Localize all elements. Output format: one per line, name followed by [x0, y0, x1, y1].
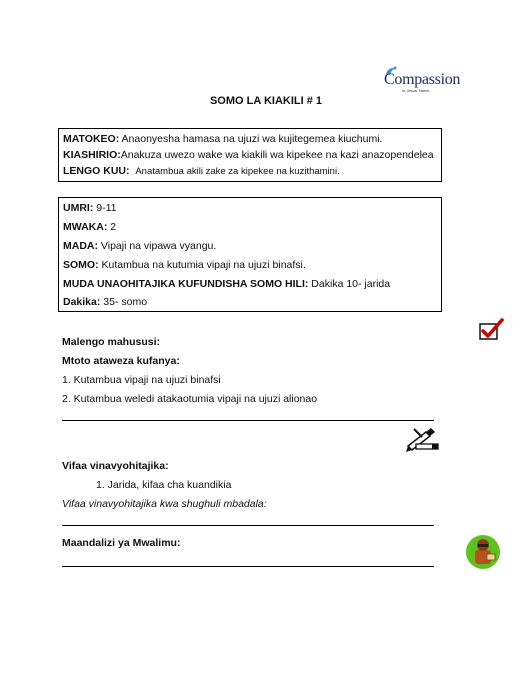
logo-wordmark: Compassion: [384, 71, 461, 88]
somo-label: SOMO:: [63, 259, 99, 271]
mwaka-label: MWAKA:: [63, 221, 108, 233]
umri-line: [63, 202, 116, 214]
page-title: SOMO LA KIAKILI # 1: [209, 95, 323, 107]
matokeo-text: Anaonyesha hamasa na ujuzi wa kujitegemea kiuchumi.: [119, 133, 383, 145]
malengo-heading: Malengo mahususi:: [62, 336, 161, 348]
mada-line: [63, 240, 216, 252]
umri-value: 9-11: [93, 202, 117, 214]
mwaka-value: 2: [107, 221, 117, 233]
writing-tools-icon: [404, 426, 440, 459]
kiashirio-text: Anakuza uwezo wake wa kiakili wa kipekee na kazi anazopendelea: [120, 149, 434, 161]
mwaka-line: [63, 221, 116, 233]
dakika-label: Dakika:: [63, 296, 101, 308]
kiashirio-line: [63, 149, 434, 161]
malengo-item-2: 2. Kutambua weledi atakaotumia vipaji na ujuzi alionao: [62, 393, 318, 405]
matokeo-label: MATOKEO:: [63, 133, 120, 145]
somo-value: Kutambua na kutumia vipaji na ujuzi binafsi.: [98, 259, 306, 271]
mada-label: MADA:: [63, 240, 98, 252]
lesson-info-box: [58, 197, 442, 312]
muda-value: Dakika 10- jarida: [308, 278, 391, 290]
maandalizi-heading: Maandalizi ya Mwalimu:: [62, 537, 181, 549]
divider-line: [62, 420, 434, 421]
lengo-line: [63, 165, 340, 177]
divider-line: [62, 525, 434, 526]
lengo-text: Anatambua akili zake za kipekee na kuzithamini.: [135, 166, 340, 177]
vifaa-item-1: 1. Jarida, kifaa cha kuandikia: [96, 479, 232, 491]
malengo-subheading: Mtoto ataweza kufanya:: [62, 355, 180, 367]
umri-label: UMRI:: [63, 202, 94, 214]
muda-line: [63, 278, 390, 290]
muda-label: MUDA UNAOHITAJIKA KUFUNDISHA SOMO HILI:: [63, 278, 309, 290]
kiashirio-label: KIASHIRIO:: [63, 149, 121, 161]
matokeo-line: [63, 133, 382, 145]
outcomes-box: [58, 128, 442, 182]
vifaa-heading: Vifaa vinavyohitajika:: [62, 460, 169, 472]
somo-line: [63, 259, 306, 271]
vifaa-alternative: Vifaa vinavyohitajika kwa shughuli mbadala:: [62, 498, 267, 510]
compassion-logo: [380, 68, 464, 92]
logo-tagline: In Jesus' Name: [402, 88, 430, 93]
teacher-icon: [465, 534, 501, 575]
mada-value: Vipaji na vipawa vyangu.: [98, 240, 217, 252]
lengo-label: LENGO KUU:: [63, 165, 130, 177]
malengo-item-1: 1. Kutambua vipaji na ujuzi binafsi: [62, 374, 221, 386]
divider-line: [62, 566, 434, 567]
dakika-line: [63, 296, 147, 308]
checkbox-checked-icon: [478, 318, 504, 347]
dakika-value: 35- somo: [100, 296, 148, 308]
